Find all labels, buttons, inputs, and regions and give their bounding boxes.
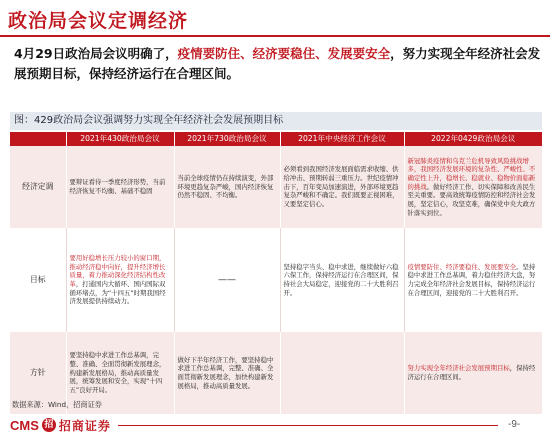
table-cell — [280, 332, 404, 414]
cell-highlight: 要用好稳增长压力较小的窗口期，推动经济稳中向好，提升经济增长质量，着力推动深化经济结构性改革 — [69, 253, 166, 288]
header-2021-cewc: 2021年中央经济工作会议 — [280, 132, 404, 146]
cell-text: 。坚持稳中求进工作总基调，着力稳住经济大盘，努力完成全年经济社会发展目标，保持经济运行在合理区间，迎接党的二十大胜利召开。 — [407, 262, 536, 297]
table-cell: 当前全球疫情仍在持续演变，外部环境更趋复杂严峻，国内经济恢复仍然不稳固、不均衡。 — [174, 146, 280, 228]
cell-highlight: 疫情要防住、经济要稳住、发展要安全 — [407, 262, 517, 271]
table-cell — [404, 228, 542, 332]
table-cell: —— — [174, 228, 280, 332]
table-cell — [66, 228, 174, 332]
table-cell: 要坚持稳中求进工作总基调，完整、准确、全面贯彻新发展理念，构建新发展格局，推动高质量发展，统筹发展和安全，实现“十四五”良好开局。 — [66, 332, 174, 414]
cell-highlight: 新冠肺炎疫情和乌克兰危机导致风险挑战增多，我国经济发展环境的复杂性、严峻性、不确定性上升， — [407, 156, 536, 182]
data-source: 数据来源：Wind，招商证券 — [12, 400, 102, 409]
header-2022-0429: 2022年0429政治局会议 — [404, 132, 542, 146]
policy-comparison-table — [10, 132, 542, 414]
brand-mark-icon: 招 — [42, 418, 56, 432]
table-cell — [404, 146, 542, 228]
table-cell: 必须看到我国经济发展面临需求收缩、供给冲击、预期转弱三重压力。世纪疫情冲击下，百年变局加速演进，外部环境更趋复杂严峻和不确定。我们既要正视困难，又要坚定信心。 — [280, 146, 404, 228]
table-cell: 要辩证看待一季度经济形势，当前经济恢复不均衡、基础不稳固 — [66, 146, 174, 228]
intro-text-1: 政治局会议明确了， — [65, 46, 178, 61]
table-cell: 做好下半年经济工作，要坚持稳中求进工作总基调，完整、准确、全面贯彻新发展理念，加快构建新发展格局，推动高质量发展。 — [174, 332, 280, 414]
cell-text: ，打通国内大循环、国内国际双循环堵点，为“十四五”时期我国经济发展提供持续动力。 — [69, 280, 166, 306]
brand-text: CMS — [10, 417, 39, 433]
intro-date: 4月29日 — [14, 46, 66, 61]
title-divider — [0, 35, 550, 37]
table-row — [10, 146, 542, 228]
cell-highlight: 努力实现全年经济社会发展预期目标 — [407, 364, 510, 373]
brand-text-cn: 招商证券 — [58, 418, 111, 433]
table-title: 图：429政治局会议强调努力实现全年经济社会发展预期目标 — [10, 112, 542, 130]
intro-highlight: 疫情要防住、经济要稳住、发展要安全 — [177, 46, 391, 61]
footer-divider — [118, 425, 498, 426]
cell-highlight: 稳增长、稳就业、稳物价面临新的挑战 — [407, 173, 536, 191]
row-label: 方针 — [10, 332, 66, 414]
table-row — [10, 228, 542, 332]
cell-text: ，保持经济运行在合理区间。 — [407, 364, 536, 381]
header-2021-0430: 2021年430政治局会议 — [66, 132, 174, 146]
header-2021-0730: 2021年730政治局会议 — [174, 132, 280, 146]
table-cell: 坚持稳字当头、稳中求进，继续做好六稳六保工作，保持经济运行在合理区间，保持社会大局稳定，迎接党的二十大胜利召开。 — [280, 228, 404, 332]
brand-logo — [10, 417, 111, 433]
page-number: -9- — [508, 419, 521, 430]
cell-text: 。做好经济工作、切实保障和改善民生至关重要。要高效统筹疫情防控和经济社会发展，坚定信心，攻坚克难，确保党中央大政方针落实到位。 — [407, 182, 536, 217]
intro-paragraph — [14, 44, 544, 84]
header-empty — [10, 132, 66, 146]
page-title: 政治局会议定调经济 — [8, 10, 189, 32]
table-cell — [404, 332, 542, 414]
row-label: 经济定调 — [10, 146, 66, 228]
row-label: 目标 — [10, 228, 66, 332]
table-header-row — [10, 132, 542, 146]
intro-text-2: ，努力实现全年经济社会发展预期目标，保持经济运行在合理区间。 — [14, 46, 541, 81]
